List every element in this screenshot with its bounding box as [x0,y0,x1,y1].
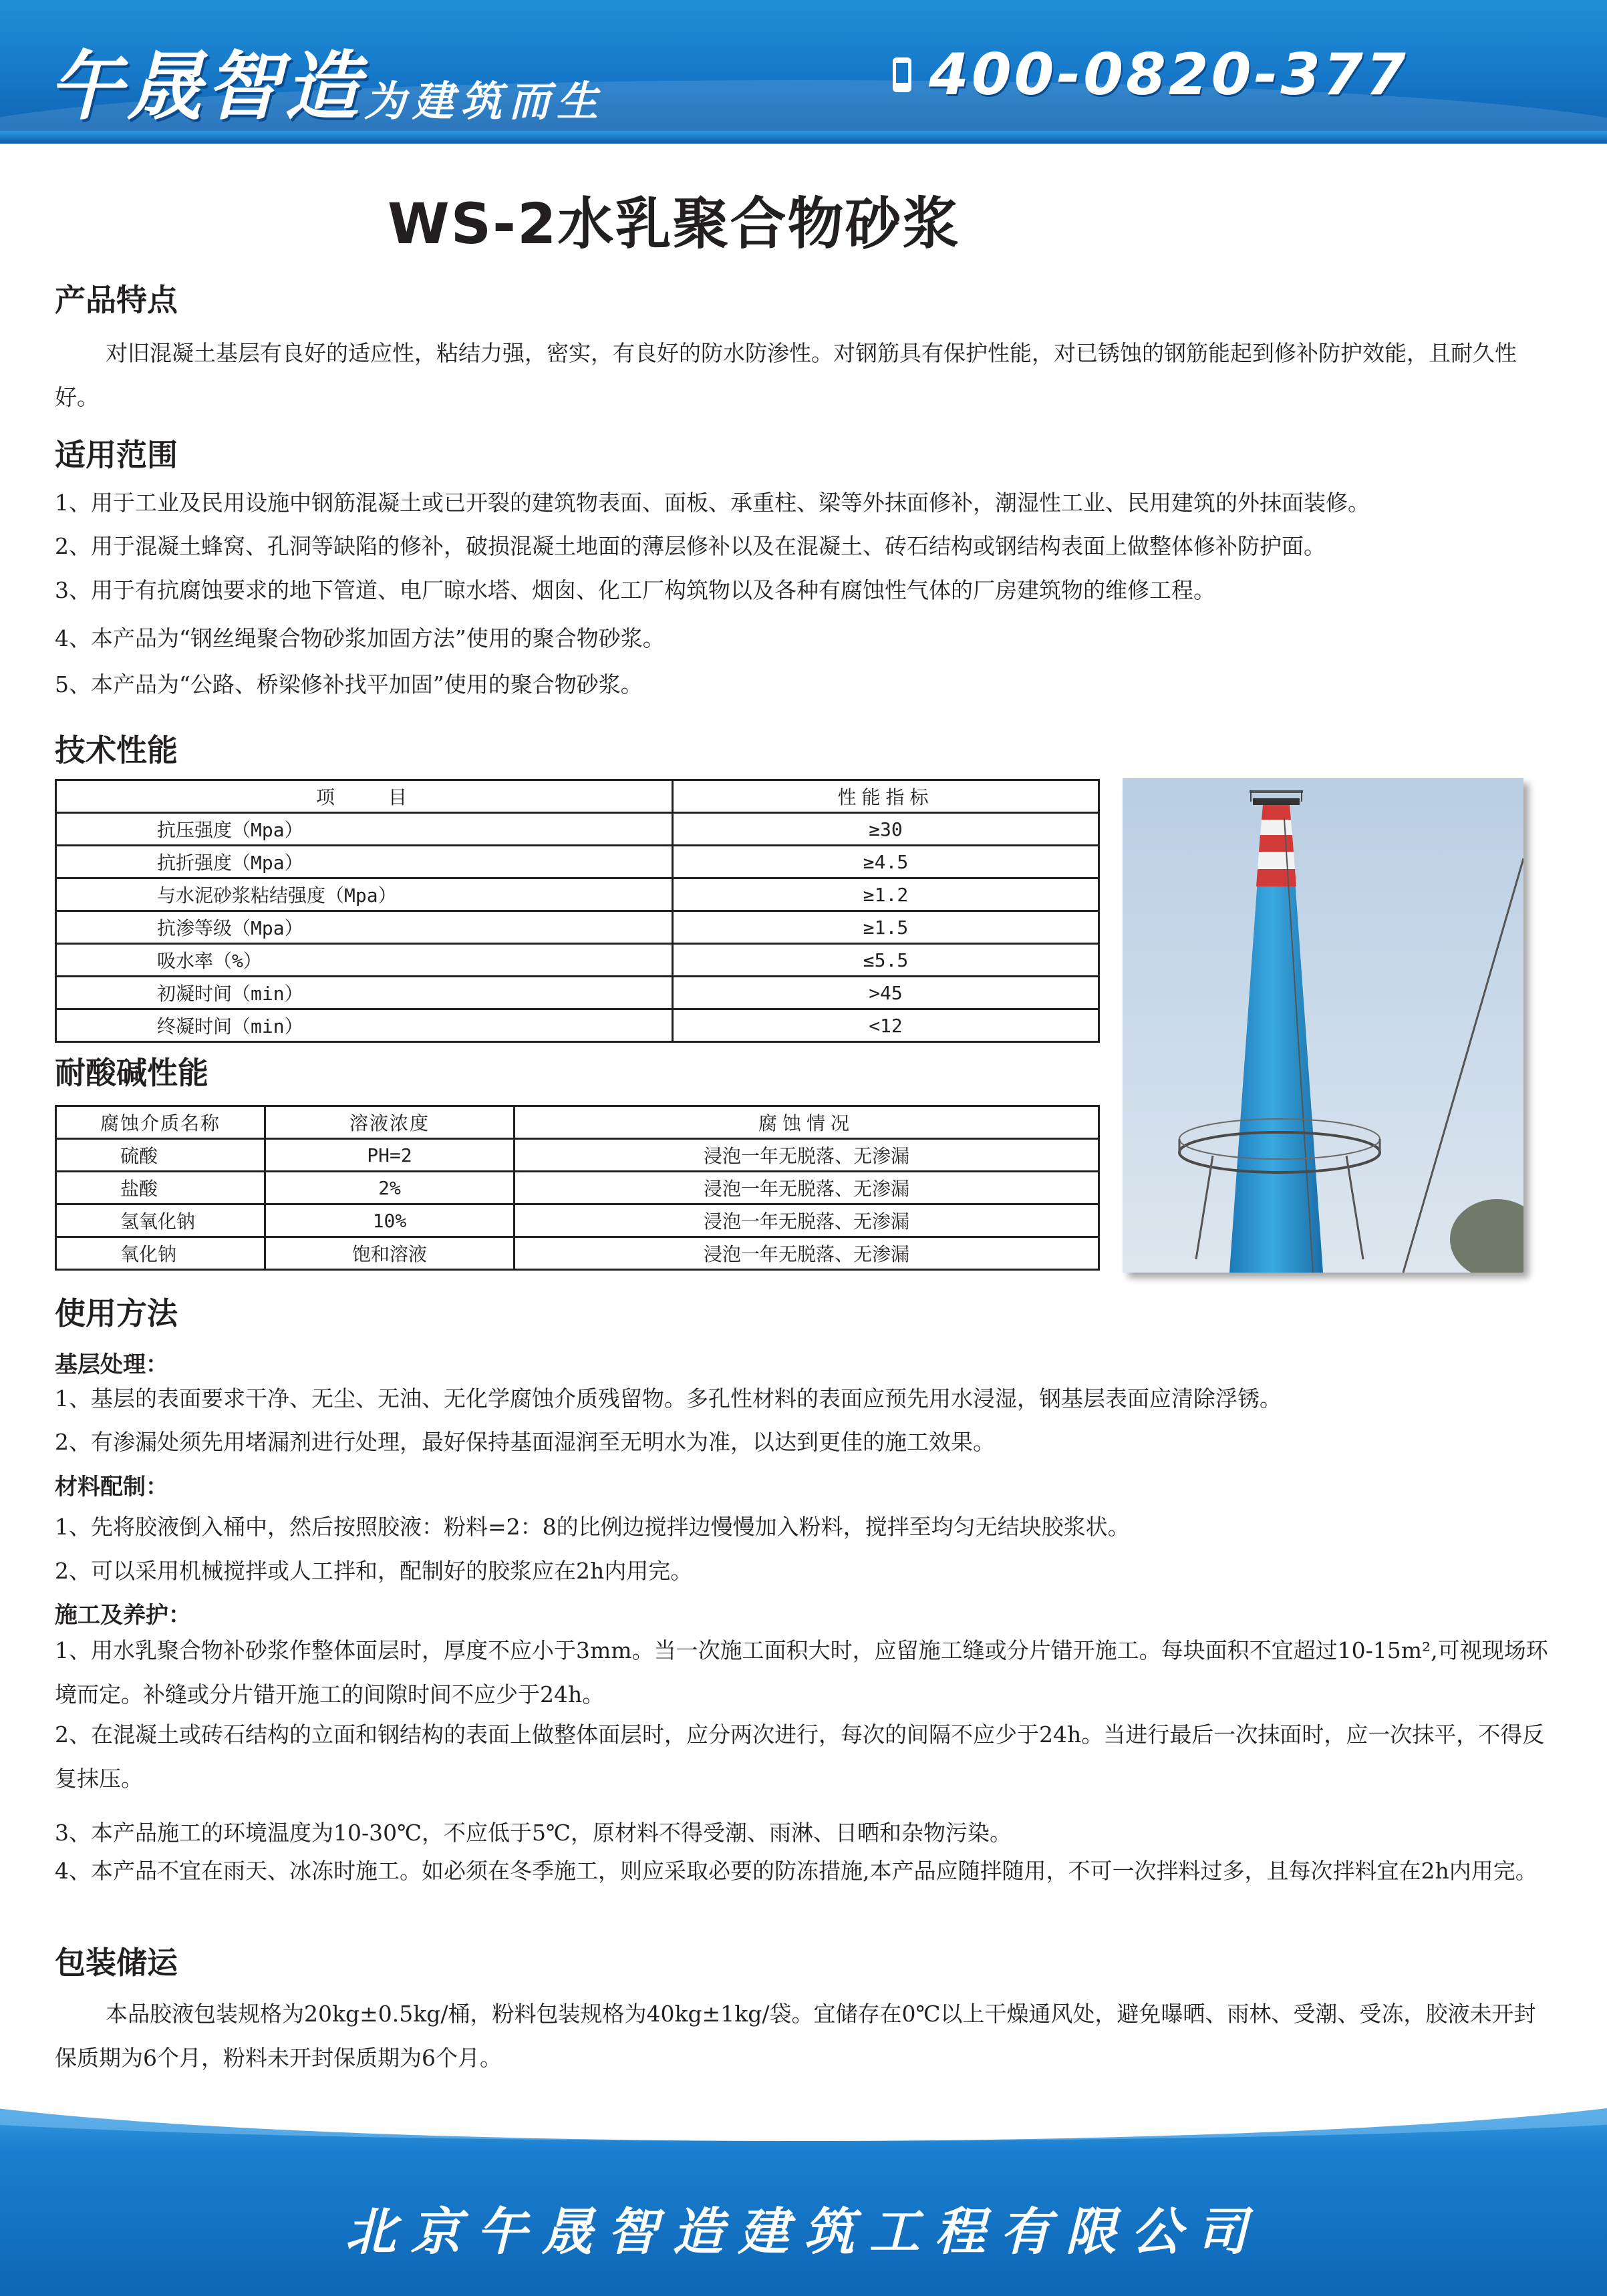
usage-heading: 使用方法 [55,1295,178,1331]
table-header-cell: 溶液浓度 [265,1106,515,1139]
mix-title: 材料配制： [55,1474,168,1500]
table-cell: 抗渗等级（Mpa） [56,911,673,944]
table-cell: 饱和溶液 [265,1237,515,1270]
table-header-cell: 项 目 [56,780,673,813]
features-text: 对旧混凝土基层有良好的适应性，粘结力强，密实，有良好的防水防渗性。对钢筋具有保护性能，对已锈蚀的钢筋能起到修补防护效能，且耐久性好。 [55,340,1517,410]
table-row [56,1237,1099,1270]
table-row [56,911,1099,944]
construct-item: 3、本产品施工的环境温度为10-30℃，不应低于5℃，原材料不得受潮、雨淋、日晒和杂物污染。 [55,1820,1012,1846]
chimney-photo [1123,778,1523,1273]
table-row [56,846,1099,878]
tech-heading: 技术性能 [55,732,178,768]
mix-item: 1、先将胶液倒入桶中，然后按照胶液：粉料=2：8的比例边搅拌边慢慢加入粉料，搅拌至均匀无结块胶浆状。 [55,1514,1130,1540]
packaging-heading: 包装储运 [55,1945,178,1981]
table-header-cell: 腐蚀介质名称 [56,1106,265,1139]
table-cell: 浸泡一年无脱落、无渗漏 [515,1139,1099,1172]
table-cell: ≤5.5 [673,944,1099,977]
table-cell: 硫酸 [56,1139,265,1172]
scope-item: 1、用于工业及民用设施中钢筋混凝土或已开裂的建筑物表面、面板、承重柱、梁等外抹面修补，潮湿性工业、民用建筑的外抹面装修。 [55,490,1370,516]
scope-item: 2、用于混凝土蜂窝、孔洞等缺陷的修补，破损混凝土地面的薄层修补以及在混凝土、砖石结构或钢结构表面上做整体修补防护面。 [55,533,1326,559]
scope-item: 5、本产品为“公路、桥梁修补找平加固”使用的聚合物砂浆。 [55,671,643,697]
table-row [56,944,1099,977]
table-cell: >45 [673,977,1099,1009]
table-cell: 抗压强度（Mpa） [56,813,673,846]
base-treatment-title: 基层处理： [55,1351,168,1378]
table-row [56,878,1099,911]
table-row [56,1139,1099,1172]
table-cell: <12 [673,1009,1099,1042]
table-cell: 终凝时间（min） [56,1009,673,1042]
features-heading: 产品特点 [55,282,178,318]
tech-table [55,779,1100,1043]
table-cell: 吸水率（%） [56,944,673,977]
table-cell: 初凝时间（min） [56,977,673,1009]
table-cell: 氧化钠 [56,1237,265,1270]
phone-number: 400-0820-377 [929,41,1409,108]
table-row [56,1009,1099,1042]
table-cell: 2% [265,1172,515,1204]
table-cell: 抗折强度（Mpa） [56,846,673,878]
table-cell: 氢氧化钠 [56,1204,265,1237]
table-row [56,1172,1099,1204]
construct-title: 施工及养护： [55,1602,191,1629]
table-header-row [56,780,1099,813]
construct-item: 4、本产品不宜在雨天、冰冻时施工。如必须在冬季施工，则应采取必要的防冻措施,本产品应随拌随用，不可一次拌料过多，且每次拌料宜在2h内用完。 [55,1858,1538,1884]
table-header-row [56,1106,1099,1139]
table-row [56,1204,1099,1237]
table-header-cell: 腐蚀情况 [515,1106,1099,1139]
table-cell: 10% [265,1204,515,1237]
acid-heading: 耐酸碱性能 [55,1055,208,1091]
brand-name: 午晟智造 [48,43,363,130]
construct-item: 1、用水乳聚合物补砂浆作整体面层时，厚度不应小于3mm。当一次施工面积大时，应留施工缝或分片错开施工。每块面积不宜超过10-15m²,可视现场环境而定。补缝或分片错开施工的间隙时间不应少于24h。 [55,1637,1548,1707]
company-name: 北京午晟智造建筑工程有限公司 [345,2202,1262,2261]
packaging-text: 本品胶液包装规格为20kg±0.5kg/桶，粉料包装规格为40kg±1kg/袋。宜储存在0℃以上干燥通风处，避免曝晒、雨林、受潮、受冻，胶液未开封保质期为6个月，粉料未开封保质期为6个月。 [55,2001,1536,2071]
table-cell: 浸泡一年无脱落、无渗漏 [515,1204,1099,1237]
table-cell: PH=2 [265,1139,515,1172]
table-cell: ≥4.5 [673,846,1099,878]
table-cell: 盐酸 [56,1172,265,1204]
table-row [56,813,1099,846]
table-cell: ≥1.5 [673,911,1099,944]
table-cell: ≥30 [673,813,1099,846]
table-cell: 浸泡一年无脱落、无渗漏 [515,1237,1099,1270]
base-treatment-item: 1、基层的表面要求干净、无尘、无油、无化学腐蚀介质残留物。多孔性材料的表面应预先用水浸湿，钢基层表面应清除浮锈。 [55,1385,1282,1412]
base-treatment-item: 2、有渗漏处须先用堵漏剂进行处理，最好保持基面湿润至无明水为准，以达到更佳的施工效果。 [55,1429,995,1455]
mix-item: 2、可以采用机械搅拌或人工拌和，配制好的胶浆应在2h内用完。 [55,1558,693,1584]
phone-icon [889,55,915,95]
table-cell: 与水泥砂浆粘结强度（Mpa） [56,878,673,911]
construct-item: 2、在混凝土或砖石结构的立面和钢结构的表面上做整体面层时，应分两次进行，每次的间隔不应少于24h。当进行最后一次抹面时，应一次抹平，不得反复抹压。 [55,1721,1545,1792]
scope-item: 3、用于有抗腐蚀要求的地下管道、电厂晾水塔、烟囱、化工厂构筑物以及各种有腐蚀性气体的厂房建筑物的维修工程。 [55,577,1215,603]
page-title: WS-2水乳聚合物砂浆 [388,191,960,257]
table-cell: ≥1.2 [673,878,1099,911]
table-cell: 浸泡一年无脱落、无渗漏 [515,1172,1099,1204]
table-header-cell: 性能指标 [673,780,1099,813]
scope-heading: 适用范围 [55,437,178,473]
brand-slogan: 为建筑而生 [364,77,605,126]
acid-table [55,1105,1100,1271]
scope-item: 4、本产品为“钢丝绳聚合物砂浆加固方法”使用的聚合物砂浆。 [55,625,665,651]
table-row [56,977,1099,1009]
